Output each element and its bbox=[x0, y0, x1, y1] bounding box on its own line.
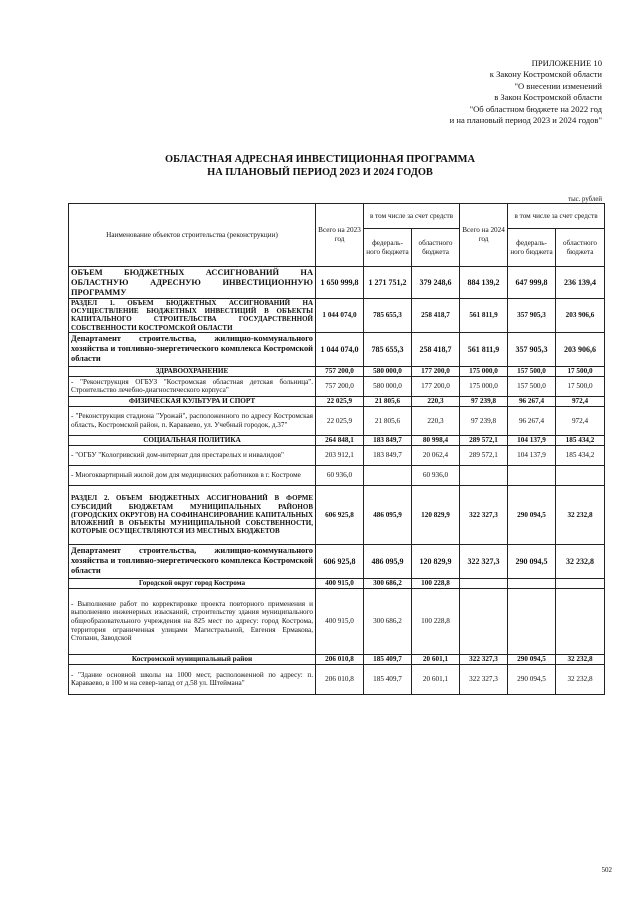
row-value-r23: 220,3 bbox=[412, 406, 460, 435]
row-value-r24: 17 500,0 bbox=[556, 376, 605, 396]
row-value-f24: 290 094,5 bbox=[508, 654, 556, 664]
table-row bbox=[69, 267, 605, 299]
appendix-line: и на плановый период 2023 и 2024 годов" bbox=[449, 115, 602, 126]
table-row bbox=[69, 544, 605, 578]
row-value-f24: 96 267,4 bbox=[508, 406, 556, 435]
table-body bbox=[69, 267, 605, 695]
row-value-r23: 177 200,0 bbox=[412, 366, 460, 376]
units-label: тыс. рублей bbox=[568, 196, 602, 203]
row-value-r24: 203 906,6 bbox=[556, 332, 605, 366]
header-name: Наименование объектов строительства (реконструкции) bbox=[69, 204, 316, 267]
appendix-line: к Закону Костромской области bbox=[489, 69, 602, 80]
row-name: Костромской муниципальный район bbox=[69, 654, 316, 664]
row-value-t23: 60 936,0 bbox=[316, 465, 364, 485]
row-value-t24: 289 572,1 bbox=[460, 435, 508, 445]
row-value-r23: 100 228,8 bbox=[412, 588, 460, 654]
row-value-r24: 17 500,0 bbox=[556, 366, 605, 376]
row-value-t24 bbox=[460, 578, 508, 588]
row-value-r23: 258 418,7 bbox=[412, 332, 460, 366]
row-value-f24: 357 905,3 bbox=[508, 332, 556, 366]
row-value-f23: 785 655,3 bbox=[364, 299, 412, 333]
row-value-f23: 183 849,7 bbox=[364, 445, 412, 465]
row-name: ОБЪЕМ БЮДЖЕТНЫХ АССИГНОВАНИЙ НА ОБЛАСТНУЮ АДРЕСНУЮ ИНВЕСТИЦИОННУЮ ПРОГРАММУ bbox=[69, 267, 316, 299]
table-row bbox=[69, 465, 605, 485]
row-value-t24: 561 811,9 bbox=[460, 299, 508, 333]
title-line-2: НА ПЛАНОВЫЙ ПЕРИОД 2023 И 2024 ГОДОВ bbox=[207, 167, 433, 178]
row-value-f24: 357 905,3 bbox=[508, 299, 556, 333]
row-value-r24: 972,4 bbox=[556, 396, 605, 406]
row-name: Городской округ город Кострома bbox=[69, 578, 316, 588]
row-value-t23: 757 200,0 bbox=[316, 366, 364, 376]
row-value-r24: 32 232,8 bbox=[556, 654, 605, 664]
header-total-2024: Всего на 2024 год bbox=[460, 204, 508, 267]
header-federal-2024: федераль- ного бюджета bbox=[508, 229, 556, 267]
row-value-r23: 20 062,4 bbox=[412, 445, 460, 465]
row-value-f23: 21 805,6 bbox=[364, 406, 412, 435]
document-title bbox=[0, 153, 640, 179]
row-value-f23: 300 686,2 bbox=[364, 588, 412, 654]
row-value-t24: 561 811,9 bbox=[460, 332, 508, 366]
row-value-r23: 20 601,1 bbox=[412, 664, 460, 694]
row-name: Департамент строительства, жилищно-коммунального хозяйства и топливно-энергетического комплекса Костромской области bbox=[69, 544, 316, 578]
row-value-f23: 486 095,9 bbox=[364, 544, 412, 578]
header-regional-2024: областного бюджета bbox=[556, 229, 605, 267]
row-value-r24: 203 906,6 bbox=[556, 299, 605, 333]
row-name: - "Реконструкция стадиона "Урожай", расположенного по адресу Костромская область, Костромской район, п. Караваево, ул. Учебный городок, д.37" bbox=[69, 406, 316, 435]
row-value-r24 bbox=[556, 465, 605, 485]
row-value-t23: 206 010,8 bbox=[316, 654, 364, 664]
row-name: ЗДРАВООХРАНЕНИЕ bbox=[69, 366, 316, 376]
appendix-line: ПРИЛОЖЕНИЕ 10 bbox=[531, 58, 602, 68]
row-value-t23: 206 010,8 bbox=[316, 664, 364, 694]
row-value-f24 bbox=[508, 465, 556, 485]
header-total-2023: Всего на 2023 год bbox=[316, 204, 364, 267]
table-row bbox=[69, 435, 605, 445]
table-row bbox=[69, 376, 605, 396]
header-incl-2024: в том числе за счет средств bbox=[508, 204, 605, 229]
row-value-t23: 1 044 074,0 bbox=[316, 332, 364, 366]
row-name: - "ОГБУ "Кологривский дом-интернат для престарелых и инвалидов" bbox=[69, 445, 316, 465]
row-value-f23: 580 000,0 bbox=[364, 366, 412, 376]
row-value-t24: 322 327,3 bbox=[460, 654, 508, 664]
row-value-f23: 183 849,7 bbox=[364, 435, 412, 445]
row-value-t23: 22 025,9 bbox=[316, 396, 364, 406]
row-value-r24: 32 232,8 bbox=[556, 664, 605, 694]
row-value-f23: 185 409,7 bbox=[364, 664, 412, 694]
row-name: СОЦИАЛЬНАЯ ПОЛИТИКА bbox=[69, 435, 316, 445]
row-value-f24: 96 267,4 bbox=[508, 396, 556, 406]
row-value-f23: 300 686,2 bbox=[364, 578, 412, 588]
row-value-t24: 175 000,0 bbox=[460, 366, 508, 376]
row-value-t24: 97 239,8 bbox=[460, 406, 508, 435]
row-value-t24 bbox=[460, 588, 508, 654]
row-value-r23: 60 936,0 bbox=[412, 465, 460, 485]
row-value-f24: 157 500,0 bbox=[508, 366, 556, 376]
row-value-r24: 32 232,8 bbox=[556, 544, 605, 578]
title-line-1: ОБЛАСТНАЯ АДРЕСНАЯ ИНВЕСТИЦИОННАЯ ПРОГРАММА bbox=[165, 154, 475, 165]
table-row bbox=[69, 578, 605, 588]
table-row bbox=[69, 332, 605, 366]
row-value-f24: 157 500,0 bbox=[508, 376, 556, 396]
row-name: - Выполнение работ по корректировке проекта повторного применения и выполнению инженерных изысканий, строительству здания муниципального общеобразовательного учреждения на 825 мест по адресу: город Кострома, территория ограниченная улицами Магистральной, Евгения Ермакова, Стопани, Заводской bbox=[69, 588, 316, 654]
row-value-t23: 400 915,0 bbox=[316, 578, 364, 588]
row-value-f24: 104 137,9 bbox=[508, 435, 556, 445]
investment-program-table bbox=[68, 203, 605, 695]
row-value-f24: 647 999,8 bbox=[508, 267, 556, 299]
row-value-r23: 20 601,1 bbox=[412, 654, 460, 664]
row-value-f23: 486 095,9 bbox=[364, 485, 412, 544]
row-value-t24: 322 327,3 bbox=[460, 544, 508, 578]
row-value-r24 bbox=[556, 578, 605, 588]
row-value-r23: 80 998,4 bbox=[412, 435, 460, 445]
row-value-f23: 1 271 751,2 bbox=[364, 267, 412, 299]
row-value-t24 bbox=[460, 465, 508, 485]
row-name: - "Реконструкция ОГБУЗ "Костромская областная детская больница". Строительство лечебно-диагностического корпуса" bbox=[69, 376, 316, 396]
table-row bbox=[69, 445, 605, 465]
row-value-f23: 21 805,6 bbox=[364, 396, 412, 406]
header-regional-2023: областного бюджета bbox=[412, 229, 460, 267]
row-value-f23: 185 409,7 bbox=[364, 654, 412, 664]
row-value-t23: 1 650 999,8 bbox=[316, 267, 364, 299]
row-value-f23 bbox=[364, 465, 412, 485]
row-value-r23: 120 829,9 bbox=[412, 544, 460, 578]
table-row bbox=[69, 406, 605, 435]
row-value-t23: 606 925,8 bbox=[316, 544, 364, 578]
row-value-t24: 97 239,8 bbox=[460, 396, 508, 406]
row-value-f23: 580 000,0 bbox=[364, 376, 412, 396]
row-value-r23: 379 248,6 bbox=[412, 267, 460, 299]
row-value-t23: 264 848,1 bbox=[316, 435, 364, 445]
row-value-t24: 175 000,0 bbox=[460, 376, 508, 396]
row-value-r23: 100 228,8 bbox=[412, 578, 460, 588]
table-row bbox=[69, 366, 605, 376]
row-value-r23: 177 200,0 bbox=[412, 376, 460, 396]
row-value-r24: 185 434,2 bbox=[556, 435, 605, 445]
table-row bbox=[69, 664, 605, 694]
appendix-line: "О внесении изменений bbox=[514, 80, 602, 91]
row-value-t23: 400 915,0 bbox=[316, 588, 364, 654]
header-federal-2023: федераль- ного бюджета bbox=[364, 229, 412, 267]
row-value-t23: 606 925,8 bbox=[316, 485, 364, 544]
row-value-t24: 322 327,3 bbox=[460, 664, 508, 694]
row-value-t24: 322 327,3 bbox=[460, 485, 508, 544]
row-value-f24: 104 137,9 bbox=[508, 445, 556, 465]
row-value-f23: 785 655,3 bbox=[364, 332, 412, 366]
row-value-r24: 32 232,8 bbox=[556, 485, 605, 544]
row-value-r23: 220,3 bbox=[412, 396, 460, 406]
table-row bbox=[69, 654, 605, 664]
appendix-block bbox=[342, 58, 602, 126]
row-name: РАЗДЕЛ 1. ОБЪЕМ БЮДЖЕТНЫХ АССИГНОВАНИЙ НА ОСУЩЕСТВЛЕНИЕ БЮДЖЕТНЫХ ИНВЕСТИЦИЙ В ОБЪЕКТЫ КАПИТАЛЬНОГО СТРОИТЕЛЬСТВА ГОСУДАРСТВЕННОЙ СОБСТВЕННОСТИ КОСТРОМСКОЙ ОБЛАСТИ bbox=[69, 299, 316, 333]
row-value-f24: 290 094,5 bbox=[508, 664, 556, 694]
row-value-r24: 236 139,4 bbox=[556, 267, 605, 299]
row-value-f24: 290 094,5 bbox=[508, 485, 556, 544]
row-value-f24: 290 094,5 bbox=[508, 544, 556, 578]
row-value-t23: 22 025,9 bbox=[316, 406, 364, 435]
table-row bbox=[69, 588, 605, 654]
row-value-t23: 203 912,1 bbox=[316, 445, 364, 465]
row-value-t24: 884 139,2 bbox=[460, 267, 508, 299]
row-name: Департамент строительства, жилищно-коммунального хозяйства и топливно-энергетического комплекса Костромской области bbox=[69, 332, 316, 366]
header-incl-2023: в том числе за счет средств bbox=[364, 204, 460, 229]
row-value-r23: 258 418,7 bbox=[412, 299, 460, 333]
row-value-r24: 972,4 bbox=[556, 406, 605, 435]
row-value-r24 bbox=[556, 588, 605, 654]
table-row bbox=[69, 299, 605, 333]
row-value-f24 bbox=[508, 588, 556, 654]
row-value-t23: 1 044 074,0 bbox=[316, 299, 364, 333]
page-number: 502 bbox=[601, 866, 612, 874]
appendix-line: "Об областном бюджете на 2022 год bbox=[469, 103, 602, 114]
row-name: - Многоквартирный жилой дом для медицинских работников в г. Костроме bbox=[69, 465, 316, 485]
table-row bbox=[69, 396, 605, 406]
row-name: РАЗДЕЛ 2. ОБЪЕМ БЮДЖЕТНЫХ АССИГНОВАНИЙ В ФОРМЕ СУБСИДИЙ БЮДЖЕТАМ МУНИЦИПАЛЬНЫХ РАЙОНОВ (ГОРОДСКИХ ОКРУГОВ) НА СОФИНАНСИРОВАНИЕ КАПИТАЛЬНЫХ ВЛОЖЕНИЙ В ОБЪЕКТЫ МУНИЦИПАЛЬНОЙ СОБСТВЕННОСТИ, КОТОРЫЕ ОСУЩЕСТВЛЯЮТСЯ ИЗ МЕСТНЫХ БЮДЖЕТОВ bbox=[69, 485, 316, 544]
row-value-f24 bbox=[508, 578, 556, 588]
table-row bbox=[69, 485, 605, 544]
row-value-t23: 757 200,0 bbox=[316, 376, 364, 396]
row-name: - "Здание основной школы на 1000 мест, расположенной по адресу: п. Караваево, в 100 м на север-запад от д.58 ул. Штеймана" bbox=[69, 664, 316, 694]
row-value-r23: 120 829,9 bbox=[412, 485, 460, 544]
row-value-t24: 289 572,1 bbox=[460, 445, 508, 465]
row-name: ФИЗИЧЕСКАЯ КУЛЬТУРА И СПОРТ bbox=[69, 396, 316, 406]
appendix-line: в Закон Костромской области bbox=[494, 92, 602, 103]
row-value-r24: 185 434,2 bbox=[556, 445, 605, 465]
